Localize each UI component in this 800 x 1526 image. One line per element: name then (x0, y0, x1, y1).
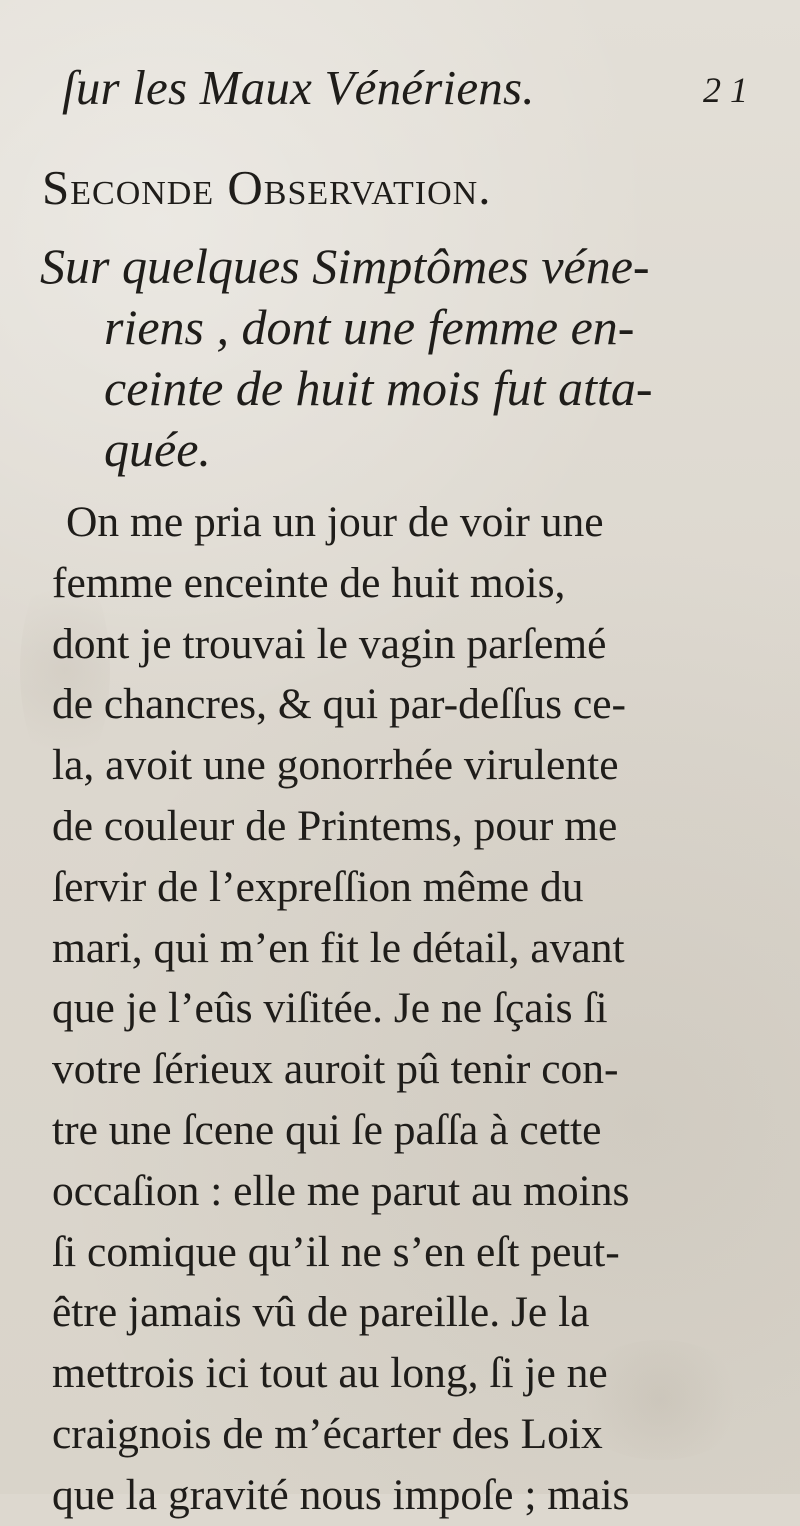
body-line: que je l’eûs viſitée. Je ne ſçais ſi (52, 984, 608, 1033)
body-line: femme enceinte de huit mois, (52, 558, 566, 607)
body-line: votre ſérieux auroit pû tenir con- (52, 1045, 619, 1094)
running-head (0, 58, 800, 118)
subtitle-line: quée. (104, 421, 211, 477)
body-line: mettrois ici tout au long, ſi je ne (52, 1349, 608, 1398)
subtitle-line: riens , dont une femme en- (104, 299, 635, 355)
body-line: tre une ſcene qui ſe paſſa à cette (52, 1105, 602, 1154)
body-line: de couleur de Printems, pour me (52, 801, 618, 850)
body-line: que la gravité nous impoſe ; mais (52, 1470, 630, 1519)
body-line: craignois de m’écarter des Loix (52, 1409, 603, 1458)
section-title: Seconde Observation. (42, 160, 492, 215)
body-line: occaſion : elle me parut au moins (52, 1166, 630, 1215)
subtitle-line: ceinte de huit mois fut atta- (104, 360, 653, 416)
body-line: de chancres, & qui par-deſſus ce- (52, 680, 627, 729)
subtitle-line: Sur quelques Simptômes véne- (40, 238, 650, 294)
body-line: la, avoit une gonorrhée virulente (52, 741, 619, 790)
page-number: 2 1 (703, 70, 748, 110)
body-line: On me pria un jour de voir une (66, 498, 604, 546)
body-line: mari, qui m’en fit le détail, avant (52, 923, 625, 972)
body-line: dont je trouvai le vagin parſemé (52, 619, 607, 668)
body-line: ſervir de l’expreſſion même du (52, 862, 584, 911)
body-line: ſi comique qu’il ne s’en eſt peut- (52, 1227, 620, 1276)
body-paragraph (52, 492, 784, 1526)
body-line: être jamais vû de pareille. Je la (52, 1288, 590, 1337)
observation-subtitle (40, 236, 770, 480)
running-head-title: ſur les Maux Vénériens. (62, 60, 535, 115)
